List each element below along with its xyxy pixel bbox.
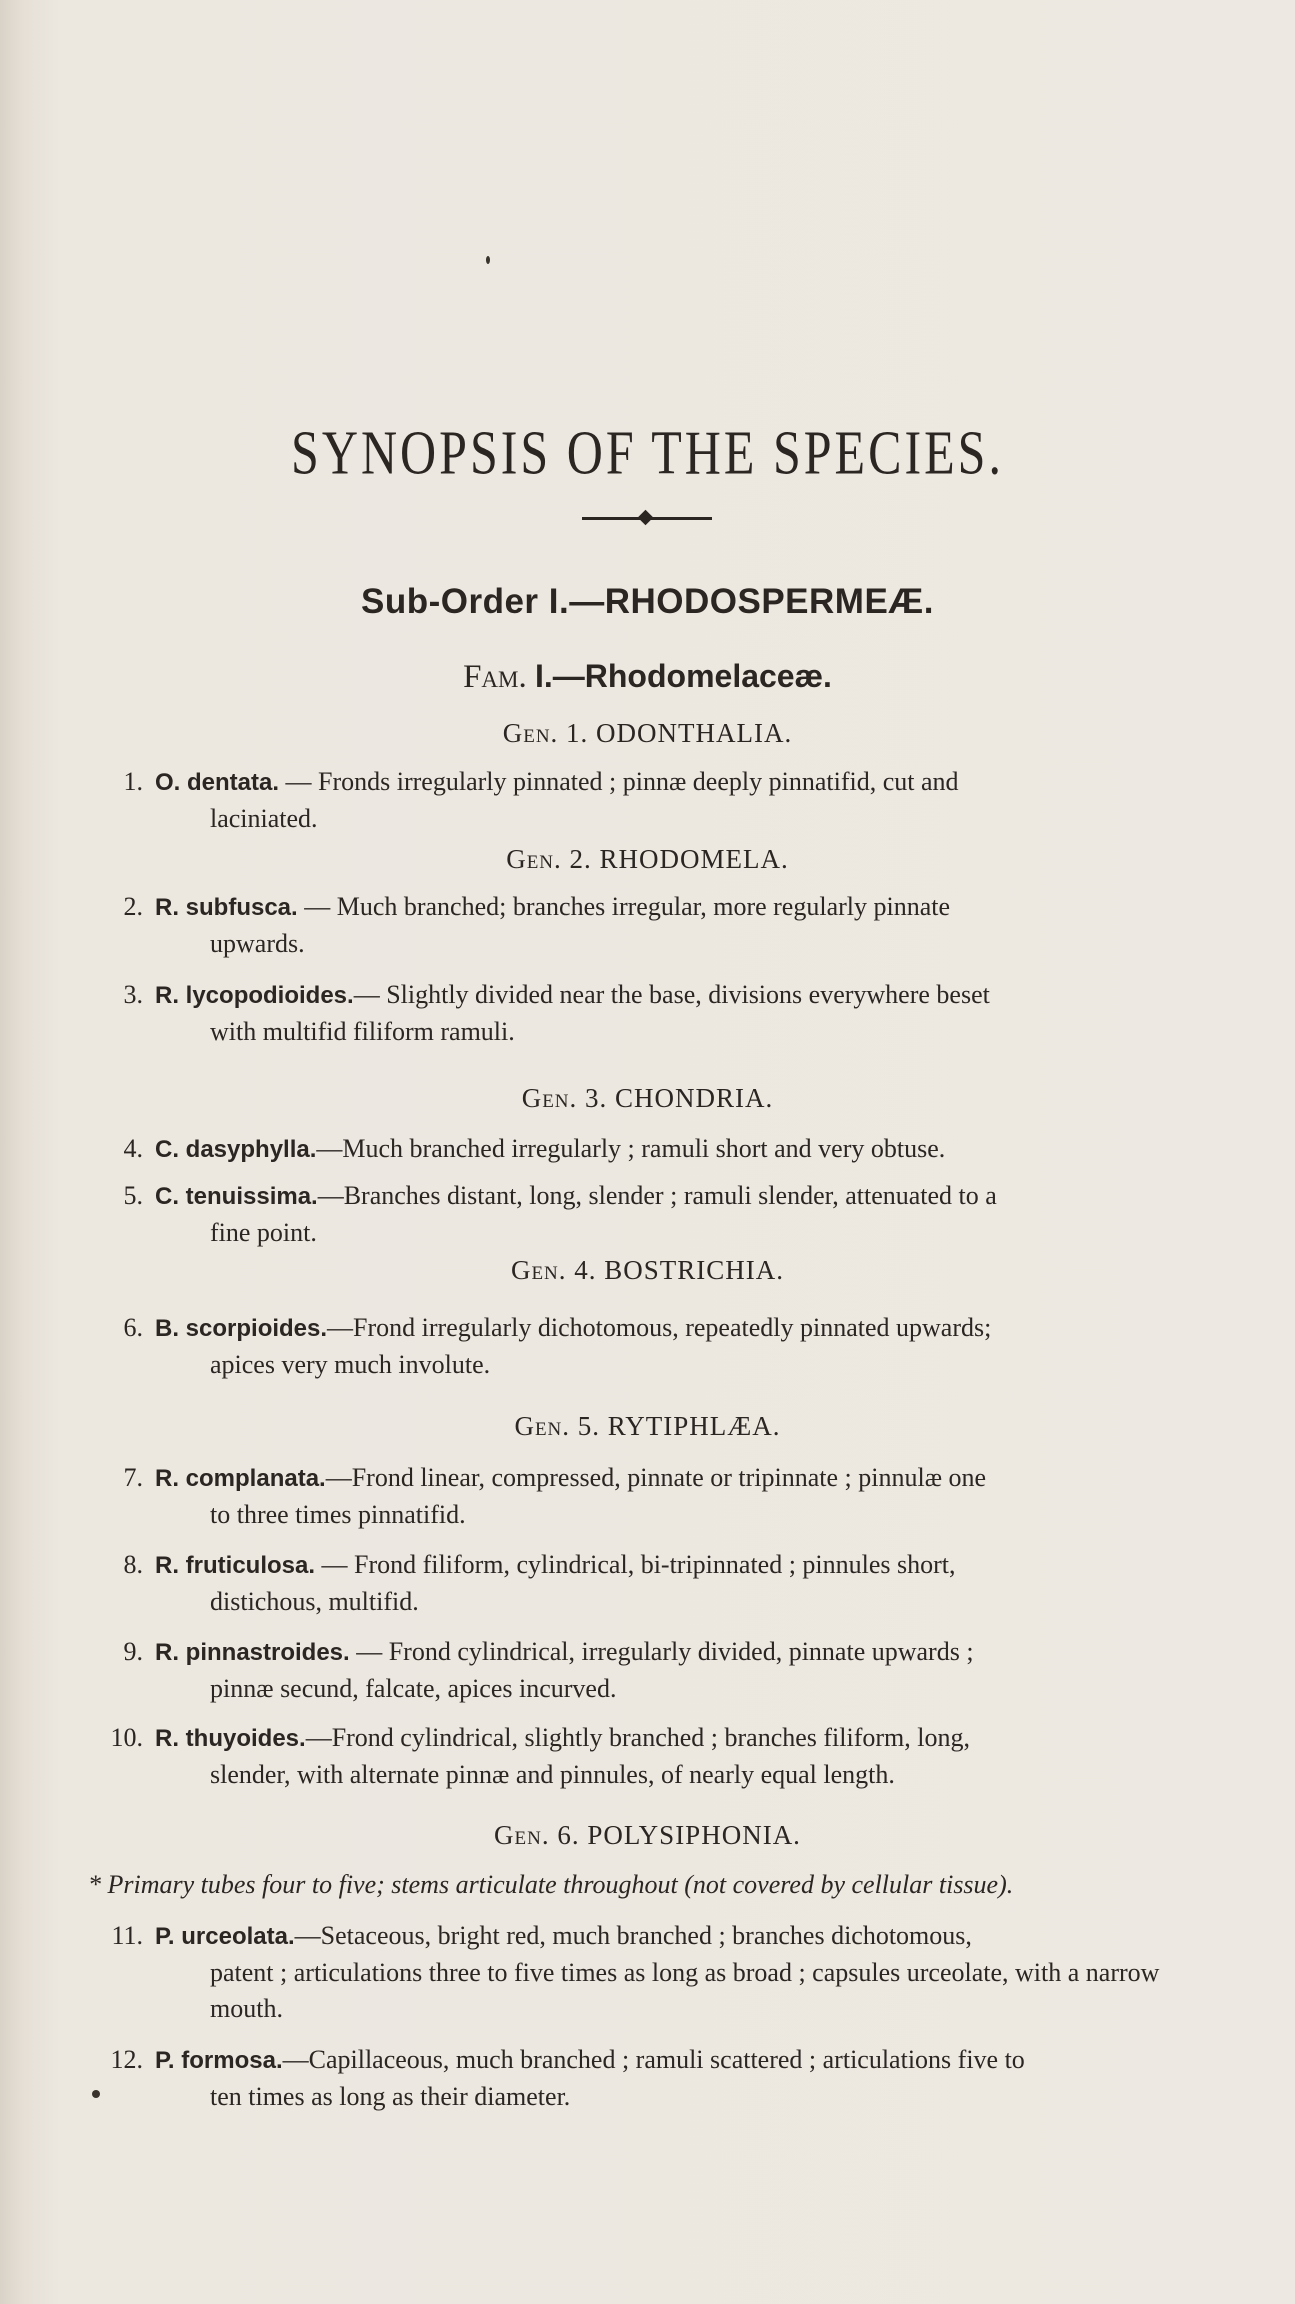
entry-number: 7. bbox=[123, 1463, 143, 1492]
family-name: I.—Rhodomelaceæ. bbox=[534, 658, 832, 694]
species-description: —Much branched irregularly ; ramuli short and very obtuse. bbox=[316, 1134, 946, 1163]
species-entry bbox=[95, 1131, 1215, 1168]
genus-name: 3. CHONDRIA. bbox=[585, 1083, 774, 1113]
species-entry bbox=[95, 977, 1215, 1050]
species-name: P. formosa. bbox=[155, 2047, 283, 2074]
species-name: R. subfusca. bbox=[155, 894, 298, 921]
species-description: —Frond cylindrical, slightly branched ; branches filiform, long, bbox=[305, 1723, 970, 1752]
species-name: R. fruticulosa. bbox=[155, 1552, 316, 1579]
genus-heading bbox=[0, 844, 1295, 875]
species-entry bbox=[95, 1547, 1215, 1620]
description-continuation: ten times as long as their diameter. bbox=[210, 2082, 571, 2111]
species-name: O. dentata. bbox=[155, 769, 280, 796]
species-description: —Frond irregularly dichotomous, repeatedly pinnated upwards; bbox=[327, 1313, 992, 1342]
entry-number: 5. bbox=[123, 1181, 143, 1210]
genus-heading bbox=[0, 718, 1295, 749]
species-name: R. complanata. bbox=[155, 1465, 326, 1492]
species-entry bbox=[95, 1178, 1215, 1251]
description-continuation: slender, with alternate pinnæ and pinnules, of nearly equal length. bbox=[210, 1760, 895, 1789]
species-description: — Frond cylindrical, irregularly divided, pinnate upwards ; bbox=[349, 1637, 974, 1666]
description-continuation: fine point. bbox=[210, 1218, 317, 1247]
species-description: — Frond filiform, cylindrical, bi-tripinnated ; pinnules short, bbox=[315, 1550, 956, 1579]
species-name: R. lycopodioides. bbox=[155, 982, 354, 1009]
family-heading bbox=[0, 658, 1295, 696]
genus-prefix: Gen. bbox=[506, 844, 562, 874]
species-name: B. scorpioides. bbox=[155, 1315, 328, 1342]
species-name: R. pinnastroides. bbox=[155, 1639, 350, 1666]
species-name: R. thuyoides. bbox=[155, 1725, 306, 1752]
species-entry bbox=[95, 1460, 1215, 1533]
entry-number: 10. bbox=[110, 1723, 143, 1752]
genus-prefix: Gen. bbox=[510, 1255, 567, 1285]
description-continuation: distichous, multifid. bbox=[210, 1587, 419, 1616]
species-description: — Much branched; branches irregular, more regularly pinnate bbox=[297, 892, 951, 921]
page-title: SYNOPSIS OF THE SPECIES. bbox=[291, 417, 1004, 488]
ornamental-rule bbox=[582, 517, 712, 520]
description-continuation: upwards. bbox=[210, 929, 305, 958]
species-description: — Fronds irregularly pinnated ; pinnæ deeply pinnatifid, cut and bbox=[279, 767, 959, 796]
description-continuation: pinnæ secund, falcate, apices incurved. bbox=[210, 1674, 617, 1703]
genus-name: 4. BOSTRICHIA. bbox=[574, 1255, 785, 1285]
genus-prefix: Gen. bbox=[521, 1083, 578, 1113]
species-description: — Slightly divided near the base, divisions everywhere beset bbox=[353, 980, 990, 1009]
species-entry bbox=[95, 2042, 1215, 2115]
species-name: P. urceolata. bbox=[155, 1923, 295, 1950]
entry-number: 11. bbox=[111, 1921, 143, 1950]
entry-number: 6. bbox=[123, 1313, 143, 1342]
genus-heading bbox=[0, 1255, 1295, 1286]
description-continuation: apices very much involute. bbox=[210, 1350, 491, 1379]
species-entry bbox=[95, 764, 1215, 837]
entry-number: 2. bbox=[123, 892, 143, 921]
entry-number: 12. bbox=[110, 2045, 143, 2074]
species-name: C. dasyphylla. bbox=[155, 1136, 317, 1163]
description-continuation: patent ; articulations three to five times as long as broad ; capsules urceolate, with a narrow mouth. bbox=[210, 1958, 1160, 2023]
species-entry bbox=[95, 1720, 1215, 1793]
ink-mark bbox=[92, 2090, 100, 2098]
family-prefix: Fam. bbox=[463, 659, 527, 695]
entry-number: 8. bbox=[123, 1550, 143, 1579]
species-entry bbox=[95, 1634, 1215, 1707]
genus-heading bbox=[0, 1820, 1295, 1851]
entry-number: 4. bbox=[123, 1134, 143, 1163]
genus-prefix: Gen. bbox=[502, 718, 559, 748]
genus-name: 5. RYTIPHLÆA. bbox=[577, 1411, 781, 1441]
genus-prefix: Gen. bbox=[494, 1820, 550, 1850]
description-continuation: laciniated. bbox=[210, 804, 318, 833]
ink-mark bbox=[486, 256, 490, 264]
sub-order-heading: Sub-Order I.—RHODOSPERMEÆ. bbox=[360, 582, 935, 621]
genus-name: 1. ODONTHALIA. bbox=[566, 718, 793, 748]
genus-name: 2. RHODOMELA. bbox=[569, 844, 789, 874]
description-continuation: with multifid filiform ramuli. bbox=[210, 1017, 515, 1046]
description-continuation: to three times pinnatifid. bbox=[210, 1500, 466, 1529]
species-entry bbox=[95, 1918, 1215, 2027]
species-entry bbox=[95, 1310, 1215, 1383]
entry-number: 1. bbox=[123, 767, 143, 796]
entry-number: 3. bbox=[123, 980, 143, 1009]
species-name: C. tenuissima. bbox=[155, 1183, 318, 1210]
section-note: * Primary tubes four to five; stems articulate throughout (not covered by cellular tissue). bbox=[88, 1870, 1014, 1899]
species-description: —Setaceous, bright red, much branched ; branches dichotomous, bbox=[294, 1921, 972, 1950]
entry-number: 9. bbox=[123, 1637, 143, 1666]
genus-heading bbox=[0, 1411, 1295, 1442]
genus-heading bbox=[0, 1083, 1295, 1114]
species-description: —Branches distant, long, slender ; ramuli slender, attenuated to a bbox=[317, 1181, 997, 1210]
genus-prefix: Gen. bbox=[514, 1411, 571, 1441]
genus-name: 6. POLYSIPHONIA. bbox=[557, 1820, 801, 1850]
species-description: —Capillaceous, much branched ; ramuli scattered ; articulations five to bbox=[282, 2045, 1025, 2074]
species-description: —Frond linear, compressed, pinnate or tripinnate ; pinnulæ one bbox=[325, 1463, 987, 1492]
species-entry bbox=[95, 889, 1215, 962]
